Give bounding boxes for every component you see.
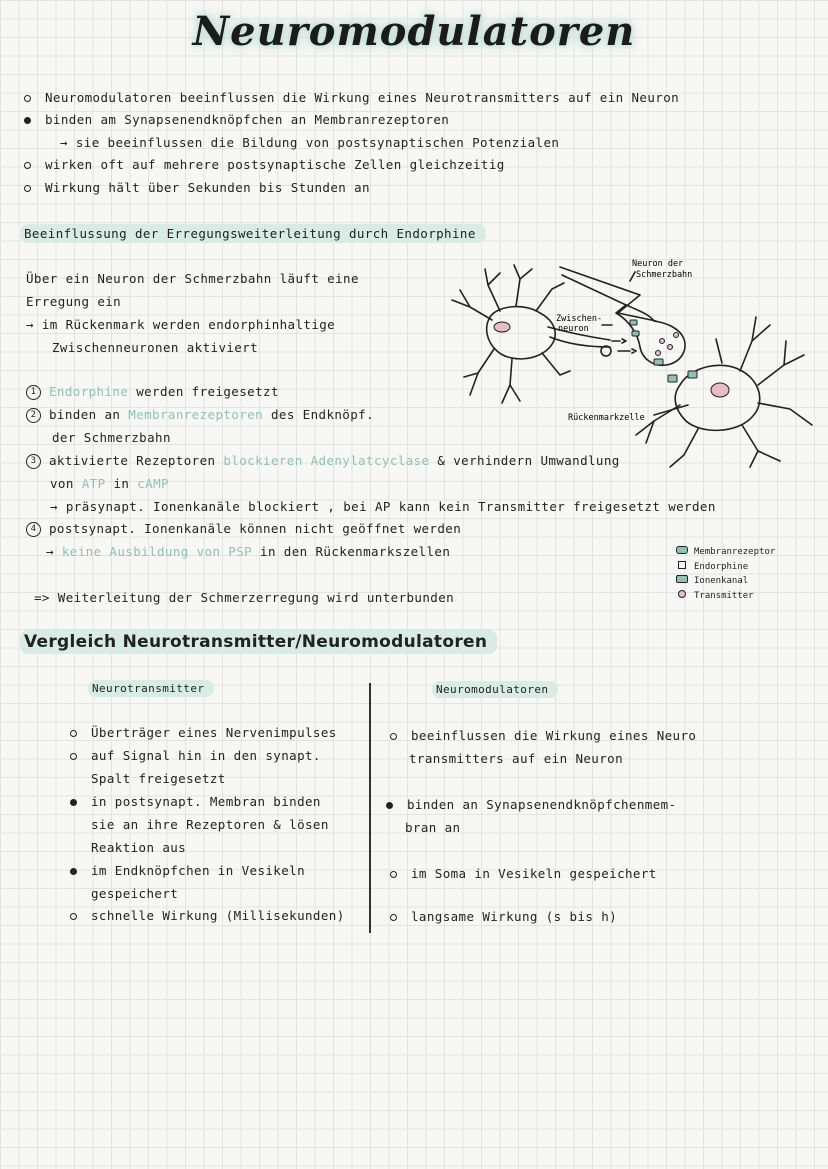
comparison-item-right: beeinflussen die Wirkung eines Neuro xyxy=(390,728,696,743)
left-column-title: Neurotransmitter xyxy=(88,682,214,695)
bullet-icon xyxy=(24,185,31,192)
label-interneuron: Zwischen- xyxy=(556,314,603,324)
comparison-item-left: schnelle Wirkung (Millisekunden) xyxy=(70,908,345,923)
paragraph: Zwischenneuronen aktiviert xyxy=(52,340,259,355)
comparison-item-left: in postsynapt. Membran binden xyxy=(70,794,321,809)
bullet-icon xyxy=(70,730,77,737)
comparison-item-left-cont: Spalt freigesetzt xyxy=(91,771,226,786)
section-heading: Beeinflussung der Erregungsweiterleitung durch Endorphine xyxy=(20,226,486,241)
column-divider xyxy=(369,683,371,933)
label-neuron-2: Schmerzbahn xyxy=(636,270,693,280)
paragraph: Über ein Neuron der Schmerzbahn läuft eine xyxy=(26,271,359,286)
comparison-item-left-cont: Reaktion aus xyxy=(91,840,187,855)
bullet-icon xyxy=(390,733,397,740)
step-4-cont: → keine Ausbildung von PSP in den Rückenmarkszellen xyxy=(46,544,451,559)
intro-item: → sie beeinflussen die Bildung von postsynaptischen Potenzialen xyxy=(60,135,560,150)
membrane-receptor-icon xyxy=(676,546,688,554)
endorphin-icon xyxy=(678,561,686,569)
paragraph: → im Rückenmark werden endorphinhaltige xyxy=(26,317,336,332)
neuron-diagram xyxy=(440,255,820,470)
comparison-item-left-cont: gespeichert xyxy=(91,886,179,901)
legend-item: Membranrezeptor xyxy=(676,546,775,557)
bullet-icon xyxy=(386,802,393,809)
ion-channel-icon xyxy=(676,575,688,583)
bullet-icon xyxy=(70,799,77,806)
comparison-item-right: binden an Synapsenendknöpfchenmem- xyxy=(386,797,676,812)
bullet-icon xyxy=(390,871,397,878)
step-3: 3 aktivierte Rezeptoren blockieren Adenylatcyclase & verhindern Umwandlung xyxy=(26,453,620,469)
bullet-icon xyxy=(390,914,397,921)
comparison-item-left: im Endknöpfchen in Vesikeln xyxy=(70,863,305,878)
intro-item: wirken oft auf mehrere postsynaptische Zellen gleichzeitig xyxy=(24,157,505,172)
label-spinal-cell: Rückenmarkzelle xyxy=(568,413,645,423)
comparison-item-left: Überträger eines Nervenimpulses xyxy=(70,725,337,740)
comparison-item-right-cont: transmitters auf ein Neuron xyxy=(409,751,623,766)
bullet-icon xyxy=(24,95,31,102)
page-title: Neuromodulatoren xyxy=(192,8,636,55)
bullet-icon xyxy=(24,117,31,124)
step-1: 1 Endorphine werden freigesetzt xyxy=(26,384,279,400)
bullet-icon xyxy=(24,162,31,169)
legend-item: Ionenkanal xyxy=(676,575,748,586)
comparison-heading: Vergleich Neurotransmitter/Neuromodulatoren xyxy=(20,632,497,652)
step-3-cont: von ATP in cAMP xyxy=(50,476,169,491)
paragraph: Erregung ein xyxy=(26,294,122,309)
step-2: 2 binden an Membranrezeptoren des Endknöpf. xyxy=(26,407,374,423)
step-2-cont: der Schmerzbahn xyxy=(52,430,171,445)
intro-item: Neuromodulatoren beeinflussen die Wirkung eines Neurotransmitters auf ein Neuron xyxy=(24,90,679,105)
legend-item: Transmitter xyxy=(676,590,754,601)
interneuron-cell xyxy=(487,307,556,359)
step-4: 4 postsynapt. Ionenkanäle können nicht geöffnet werden xyxy=(26,521,461,537)
transmitter-icon xyxy=(678,590,686,598)
bullet-icon xyxy=(70,913,77,920)
step-3-cont: → präsynapt. Ionenkanäle blockiert , bei AP kann kein Transmitter freigesetzt werden xyxy=(50,499,716,514)
comparison-item-left: auf Signal hin in den synapt. xyxy=(70,748,321,763)
comparison-item-right: langsame Wirkung (s bis h) xyxy=(390,909,617,924)
label-neuron: Neuron der xyxy=(632,259,684,269)
bullet-icon xyxy=(70,868,77,875)
intro-item: Wirkung hält über Sekunden bis Stunden an xyxy=(24,180,370,195)
bullet-icon xyxy=(70,753,77,760)
comparison-item-left-cont: sie an ihre Rezeptoren & lösen xyxy=(91,817,329,832)
comparison-item-right: im Soma in Vesikeln gespeichert xyxy=(390,866,657,881)
label-interneuron-2: neuron xyxy=(558,324,589,334)
intro-item: binden am Synapsenendknöpfchen an Membranrezeptoren xyxy=(24,112,449,127)
right-column-title: Neuromodulatoren xyxy=(432,683,558,696)
conclusion: => Weiterleitung der Schmerzerregung wird unterbunden xyxy=(34,590,455,605)
comparison-item-right-cont: bran an xyxy=(405,820,461,835)
legend-item: Endorphine xyxy=(676,561,748,572)
